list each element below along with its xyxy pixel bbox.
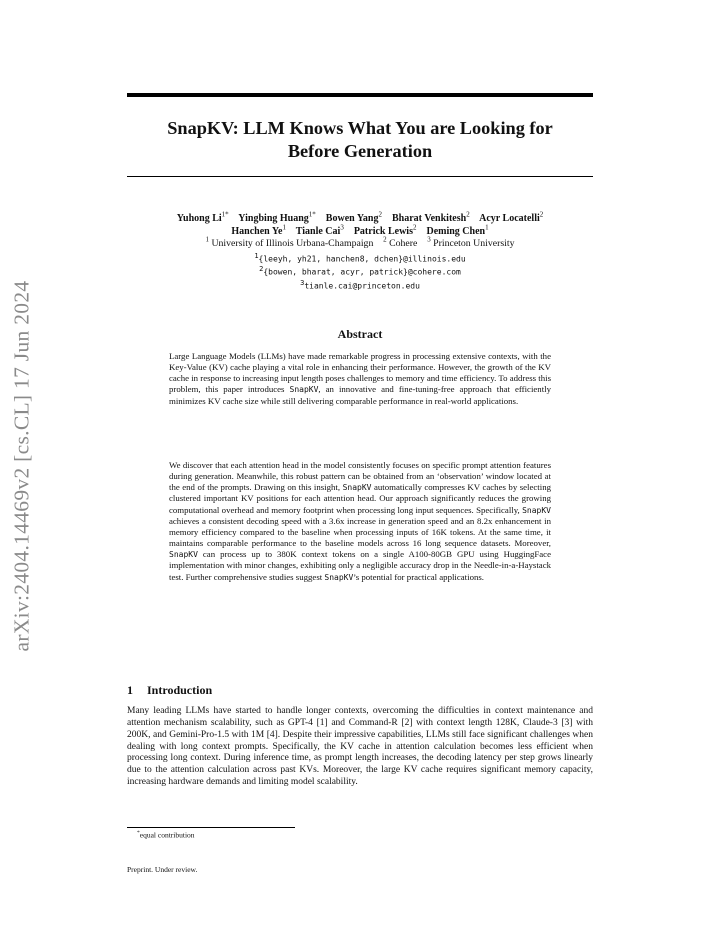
section-number: 1 [127, 683, 133, 697]
paper-title-line-2: Before Generation [287, 141, 433, 161]
author: Deming Chen$^1$ [426, 224, 489, 238]
abstract-paragraph-2: We discover that each attention head in the model consistently focuses on specific prompt attention features during generation. Meanwhile, this robust pattern can be obtained from an ‘observation’ window located at the end of the prompts. Drawing on this insight, SnapKV automatically compresses KV caches by selecting clustered important KV positions for each attention head. Our approach significantly reduces the growing computational overhead and memory footprint when processing long input sequences. Specifically, SnapKV achieves a consistent decoding speed with a 3.6x increase in generation speed and an 8.2x enhancement in memory efficiency compared to the baseline when processing inputs of 16K tokens. At the same time, it maintains comparable performance to the baseline models across 16 long sequence datasets. Moreover, SnapKV can process up to 380K context tokens on a single A100-80GB GPU using HuggingFace implementation with minor changes, exhibiting only a negligible accuracy drop in the Needle-in-a-Haystack test. Further comprehensive studies suggest SnapKV’s potential for practical applications. [169, 460, 551, 582]
author: Tianle Cai$^3$ [295, 224, 344, 238]
abstract-paragraph-1: Large Language Models (LLMs) have made remarkable progress in processing extensive contexts, with the Key-Value (KV) cache playing a vital role in enhancing their performance. However, the growth of the KV cache in response to increasing input length poses challenges to memory and time efficiency. To address this problem, this paper introduces SnapKV, an innovative and fine-tuning-free approach that efficiently minimizes KV cache size while still delivering comparable performance in real-world applications. [169, 351, 551, 406]
author: Yingbing Huang$^{1*}$ [238, 211, 316, 225]
footnote [137, 830, 195, 840]
email-line-3: $^3$tianle.cai@princeton.edu [300, 279, 420, 291]
footnote-text: equal contribution [139, 830, 195, 840]
footnote-mark: * [137, 830, 140, 836]
title-bottom-rule [127, 176, 593, 177]
author: Hanchen Ye$^1$ [231, 224, 286, 238]
footnote-divider [127, 827, 295, 828]
author: Yuhong $Li^{1*}$ [176, 211, 229, 225]
affiliation: $^2$ Cohere [383, 236, 418, 250]
author: Bowen Yang$^2$ [325, 211, 382, 225]
section-heading-introduction [127, 683, 212, 698]
author: Acyr Locatelli$^2$ [479, 211, 544, 225]
affiliations [127, 236, 593, 249]
email-line-1: $^1${leeyh, yh21, hanchen8, dchen}@illinois.edu [254, 252, 466, 264]
author: Bharat Venkitesh$^2$ [392, 211, 470, 225]
arxiv-identifier: arXiv:2404.14469v2 [cs.CL] 17 Jun 2024 [9, 280, 34, 652]
affiliation: $^3$ Princeton University [427, 236, 515, 250]
affiliation: $^1$ University of Illinois Urbana-Champaign [205, 236, 374, 250]
page-footer: Preprint. Under review. [127, 865, 198, 874]
email-line-2: $^2${bowen, bharat, acyr, patrick}@cohere.com [259, 265, 461, 277]
introduction-paragraph: Many leading LLMs have started to handle longer contexts, overcoming the difficulties in context maintenance and attention mechanism scalability, such as GPT-4 [1] and Command-R [2] with context length 128K, Claude-3 [3] with 200K, and Gemini-Pro-1.5 with 1M [4]. Despite their impressive capabilities, LLMs still face significant challenges when dealing with long context prompts. Specifically, the KV cache in attention calculation becomes less efficient when processing long context. During inference time, as prompt length increases, the decoding latency per step grows linearly due to the attention calculation across past KVs. Moreover, the large KV cache requires significant memory capacity, increasing hardware demands and limiting model scalability. [127, 706, 593, 788]
paper-title-line-1: SnapKV: LLM Knows What You are Looking for [167, 118, 553, 138]
title-top-rule [127, 93, 593, 97]
author: Patrick Lewis$^2$ [353, 224, 417, 238]
section-title: Introduction [147, 683, 213, 697]
abstract-heading: Abstract [337, 327, 383, 341]
